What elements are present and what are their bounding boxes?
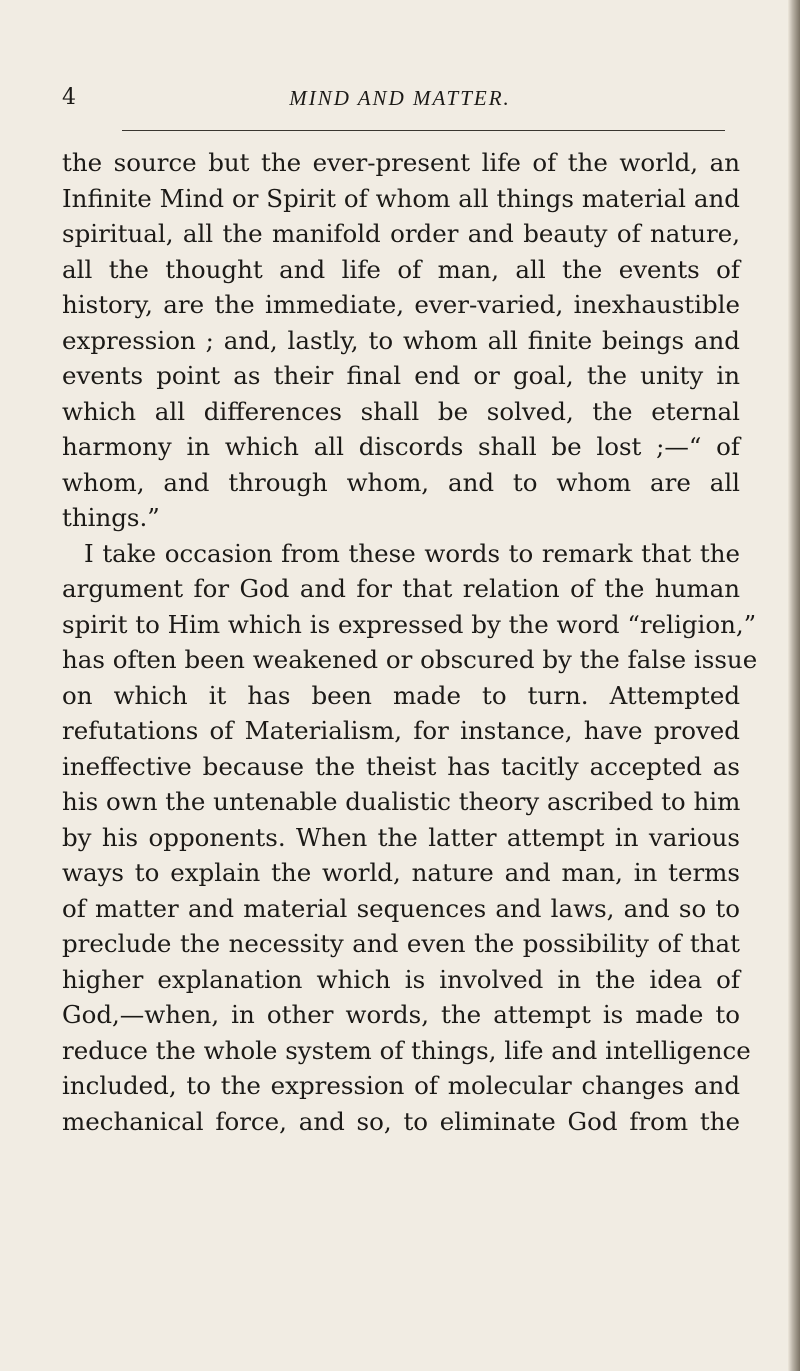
text-line: his own the untenable dualistic theory ascribed to him [62, 787, 741, 816]
text-line: which all differences shall be solved, the eternal [62, 396, 740, 426]
text-line: argument for God and for that relation of the human [62, 574, 740, 603]
text-line: ways to explain the world, nature and man, in terms [62, 858, 740, 887]
text-line: ineffective because the theist has tacitly accepted as [62, 751, 740, 781]
text-line: mechanical force, and so, to eliminate God from the [62, 1106, 740, 1136]
text-line: has often been weakened or obscured by the false issue [62, 645, 758, 674]
page-number: 4 [62, 85, 76, 110]
text-line: refutations of Materialism, for instance, have proved [62, 716, 740, 745]
running-head: MIND AND MATTER. [289, 86, 511, 110]
text-line: included, to the expression of molecular changes and [62, 1071, 740, 1100]
text-line: I take occasion from these words to remark that the [84, 538, 740, 568]
text-line: by his opponents. When the latter attempt in various [62, 822, 740, 852]
text-line: events point as their final end or goal, the unity in [62, 361, 740, 390]
text-line: spiritual, all the manifold order and beauty of nature, [62, 219, 740, 248]
text-line: things.” [62, 503, 160, 532]
text-line: expression ; and, lastly, to whom all finite beings and [62, 325, 740, 355]
body-text [62, 145, 758, 1139]
text-line: on which it has been made to turn. Attempted [62, 680, 740, 710]
text-line: God,—when, in other words, the attempt is made to [62, 1000, 740, 1029]
text-line: spirit to Him which is expressed by the word “religion,” [62, 609, 757, 639]
text-line: Infinite Mind or Spirit of whom all things material and [62, 183, 740, 213]
text-line: harmony in which all discords shall be lost ;—“ of [62, 432, 740, 461]
text-line: reduce the whole system of things, life and intelligence [62, 1035, 751, 1065]
text-line: all the thought and life of man, all the events of [62, 254, 740, 284]
text-line: whom, and through whom, and to whom are all [62, 467, 740, 497]
text-line: history, are the immediate, ever-varied, inexhaustible [62, 290, 740, 319]
text-line: preclude the necessity and even the possibility of that [62, 929, 740, 958]
text-line: the source but the ever-present life of the world, an [62, 148, 740, 177]
text-line: higher explanation which is involved in the idea of [62, 964, 740, 994]
text-line: of matter and material sequences and laws, and so to [62, 893, 740, 923]
page-header [0, 83, 800, 113]
header-rule [122, 130, 725, 131]
page-edge-shadow [788, 0, 800, 1371]
